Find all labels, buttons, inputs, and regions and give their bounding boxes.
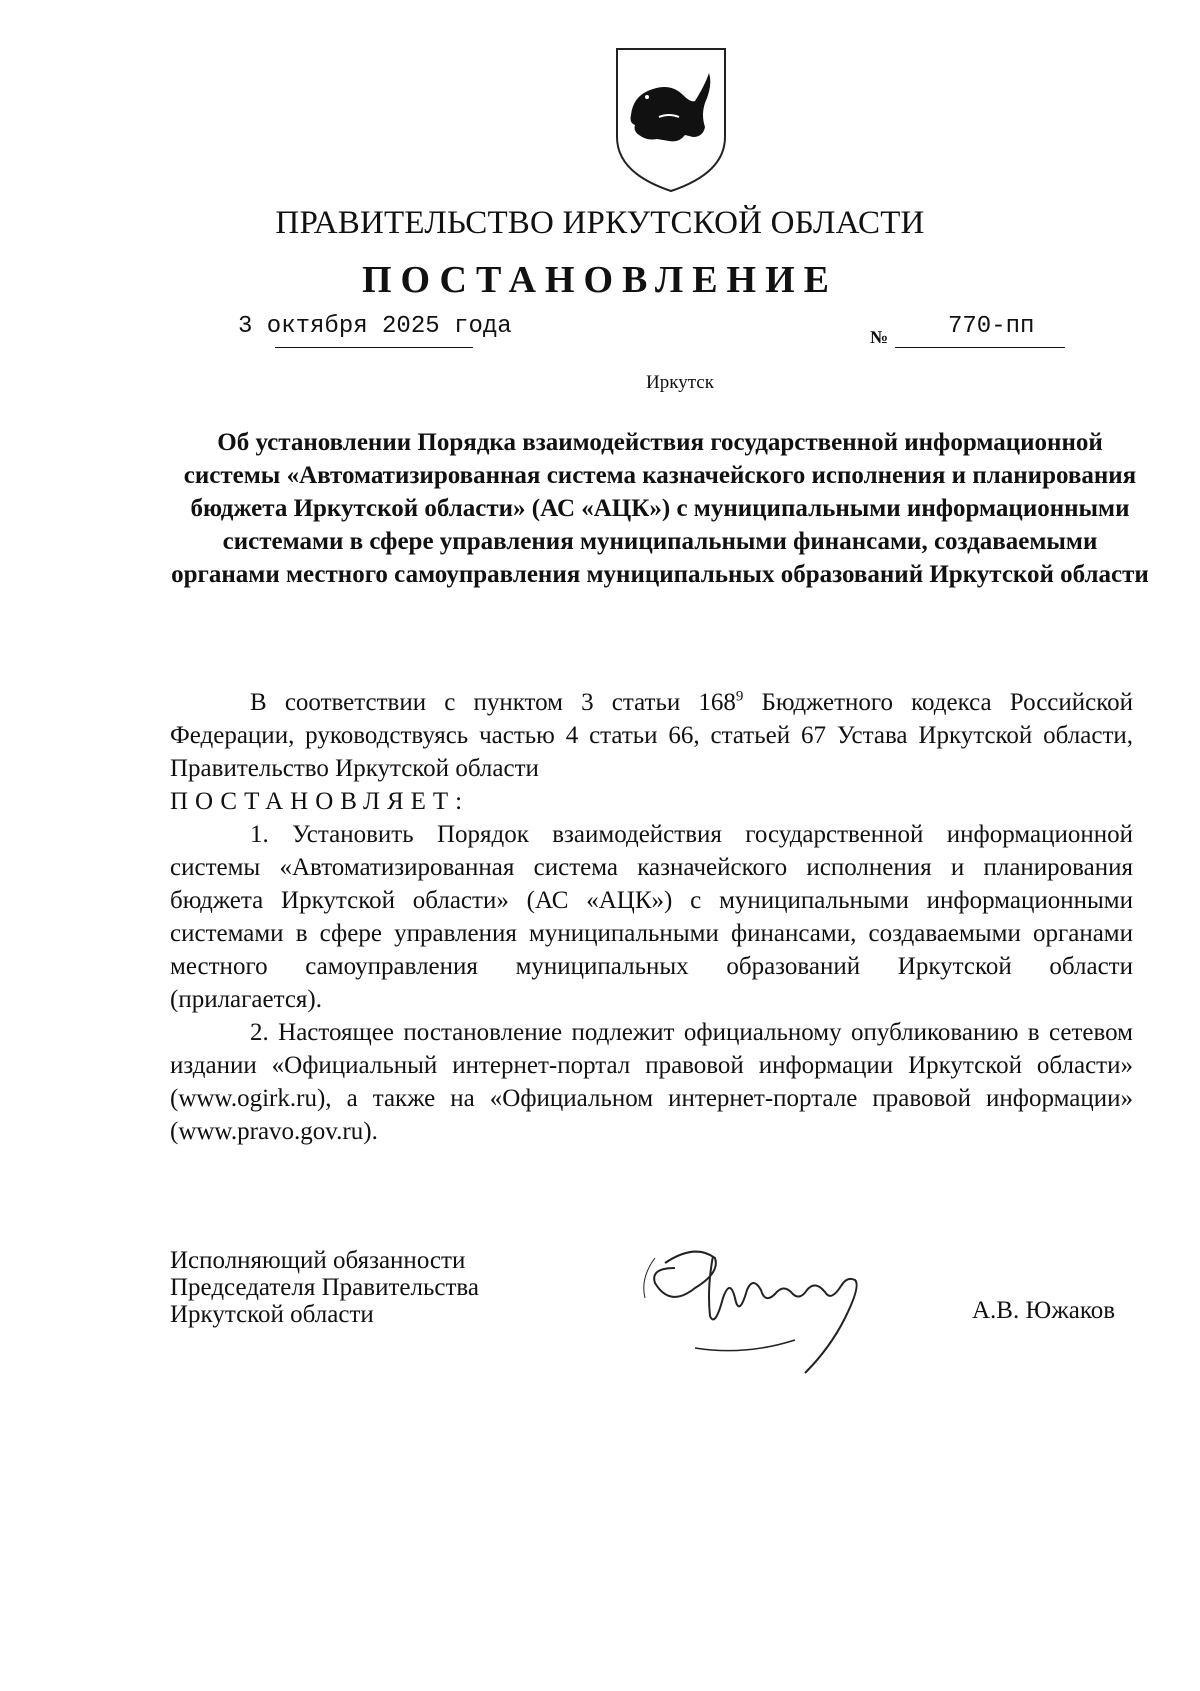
decree-word: ПОСТАНОВЛЯЕТ: — [170, 788, 470, 815]
document-body — [170, 686, 1133, 1148]
document-heading: Об установлении Порядка взаимодействия государственной информационной системы «Автоматизированная система казначейского исполнения и планирования бюджета Иркутской области» (АС «АЦК») с муниципальными информационными системами в сфере управления муниципальными финансами, создаваемыми органами местного самоуправления муниципальных образований Иркутской области — [171, 429, 1149, 588]
item-1: 1. Установить Порядок взаимодействия государственной информационной системы «Автоматизированная система казначейского исполнения и планирования бюджета Иркутской области» (АС «АЦК») с муниципальными информационными системами в сфере управления муниципальными финансами, создаваемыми органами местного самоуправления муниципальных образований Иркутской области (прилагается). — [170, 821, 1133, 1013]
signer-position-line-1: Исполняющий обязанности — [170, 1247, 466, 1274]
city: Иркутск — [646, 372, 714, 393]
signer-position — [170, 1247, 479, 1328]
article-superscript: 9 — [735, 688, 744, 705]
document-number: 770-пп — [948, 313, 1035, 340]
coat-of-arms-icon — [613, 45, 729, 195]
number-underline — [895, 347, 1065, 348]
number-sign: № — [870, 327, 889, 347]
document-date: 3 октября 2025 года — [238, 313, 512, 340]
item-2: 2. Настоящее постановление подлежит официальному опубликованию в сетевом издании «Официальный интернет-портал правовой информации Иркутской области» (www.ogirk.ru), а также на «Официальном интернет-портале правовой информации» (www.pravo.gov.ru). — [170, 1019, 1133, 1145]
signer-position-line-2: Председателя Правительства — [170, 1274, 479, 1301]
government-title: ПРАВИТЕЛЬСТВО ИРКУТСКОЙ ОБЛАСТИ — [275, 205, 925, 241]
date-underline — [275, 347, 473, 348]
signer-position-line-3: Иркутской области — [170, 1301, 374, 1328]
preamble-text-start: В соответствии с пунктом 3 статьи 168 — [250, 689, 736, 716]
handwritten-signature — [635, 1228, 935, 1378]
preamble-text-end: Бюджетного кодекса Российской Федерации, руководствуясь частью 4 статьи 66, статьей 67 Устава Иркутской области, Правительство Иркутской области — [170, 689, 1134, 782]
signer-name: А.В. Южаков — [972, 1297, 1116, 1324]
document-type: ПОСТАНОВЛЕНИЕ — [361, 259, 839, 301]
preamble — [170, 686, 1133, 785]
